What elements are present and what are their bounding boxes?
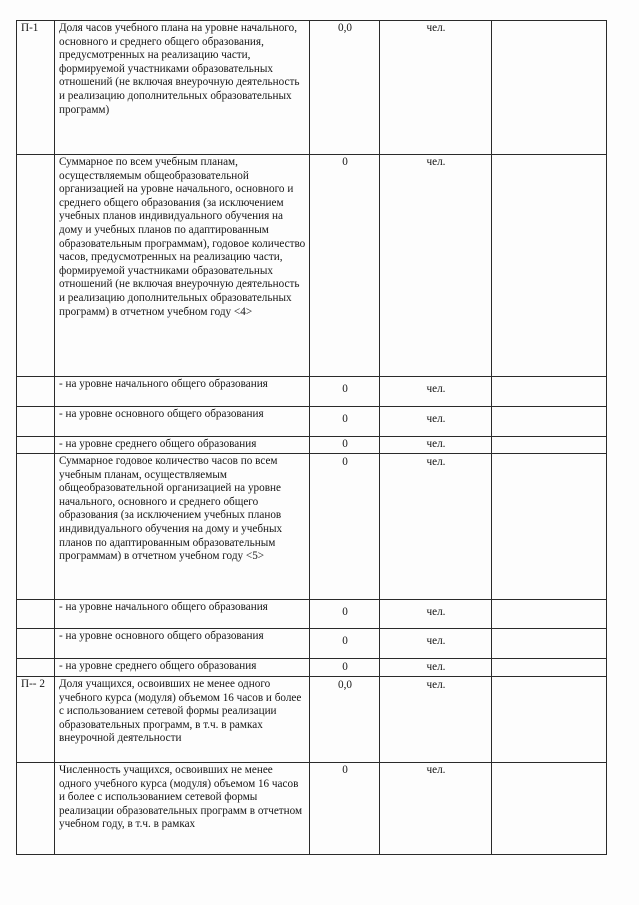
row-note <box>492 677 607 763</box>
row-text: Численность учащихся, освоивших не менее одного учебного курса (модуля) объемом 16 часов и более с использованием сетевой формы реализации образовательных программ в отчетном учебном году, в т.ч. в рамках <box>55 763 310 855</box>
row-value: 0 <box>310 377 380 407</box>
row-unit: чел. <box>380 377 492 407</box>
row-value: 0 <box>310 629 380 659</box>
row-code <box>17 407 55 437</box>
row-text: Суммарное годовое количество часов по всем учебным планам, осуществляемым общеобразовательной организацией на уровне начального, основного и среднего общего образования (за исключением учебных планов индивидуального обучения на дому и учебных планов по адаптированным образовательным программам) в отчетном учебном году <5> <box>55 454 310 600</box>
row-code <box>17 155 55 377</box>
row-code: П-1 <box>17 21 55 155</box>
row-value: 0 <box>310 763 380 855</box>
row-text: Суммарное по всем учебным планам, осуществляемым общеобразовательной организацией на уровне начального, основного и среднего общего образования (за исключением учебных планов индивидуального обучения на дому и учебных планов по адаптированным образовательным программам), годовое количество часов, предусмотренных на реализацию части, формируемой участниками образовательных отношений (не включая внеурочную деятельность и реализацию дополнительных образовательных программ) в отчетном учебном году <4> <box>55 155 310 377</box>
row-unit: чел. <box>380 763 492 855</box>
row-code <box>17 377 55 407</box>
row-note <box>492 659 607 677</box>
row-text: - на уровне начального общего образования <box>55 600 310 629</box>
table-row <box>17 763 607 855</box>
row-value: 0 <box>310 407 380 437</box>
row-unit: чел. <box>380 437 492 454</box>
row-note <box>492 437 607 454</box>
row-note <box>492 763 607 855</box>
row-code: П-- 2 <box>17 677 55 763</box>
row-value: 0 <box>310 454 380 600</box>
row-text: - на уровне начального общего образования <box>55 377 310 407</box>
row-note <box>492 629 607 659</box>
row-value: 0,0 <box>310 21 380 155</box>
row-code <box>17 454 55 600</box>
row-note <box>492 155 607 377</box>
table-row <box>17 377 607 407</box>
table-row <box>17 21 607 155</box>
table-row <box>17 677 607 763</box>
row-value: 0 <box>310 600 380 629</box>
row-value: 0 <box>310 437 380 454</box>
row-code <box>17 600 55 629</box>
row-text: - на уровне основного общего образования <box>55 629 310 659</box>
table-row <box>17 437 607 454</box>
row-note <box>492 407 607 437</box>
row-code <box>17 659 55 677</box>
table-row <box>17 659 607 677</box>
row-unit: чел. <box>380 600 492 629</box>
row-unit: чел. <box>380 407 492 437</box>
table-row <box>17 600 607 629</box>
row-unit: чел. <box>380 659 492 677</box>
table-row <box>17 407 607 437</box>
table-row <box>17 454 607 600</box>
row-text: Доля учащихся, освоивших не менее одного учебного курса (модуля) объемом 16 часов и более с использованием сетевой формы реализации образовательных программ, в т.ч. в рамках внеурочной деятельности <box>55 677 310 763</box>
row-unit: чел. <box>380 155 492 377</box>
row-code <box>17 629 55 659</box>
row-unit: чел. <box>380 454 492 600</box>
row-text: - на уровне основного общего образования <box>55 407 310 437</box>
row-value: 0 <box>310 659 380 677</box>
row-unit: чел. <box>380 677 492 763</box>
row-value: 0,0 <box>310 677 380 763</box>
row-note <box>492 600 607 629</box>
row-text: Доля часов учебного плана на уровне начального, основного и среднего общего образования, предусмотренных на реализацию части, формируемой участниками образовательных отношений (не включая внеурочную деятельность и реализацию дополнительных образовательных программ) <box>55 21 310 155</box>
row-unit: чел. <box>380 21 492 155</box>
row-code <box>17 437 55 454</box>
row-unit: чел. <box>380 629 492 659</box>
indicators-table <box>16 20 607 855</box>
row-value: 0 <box>310 155 380 377</box>
row-code <box>17 763 55 855</box>
row-note <box>492 21 607 155</box>
table-row <box>17 629 607 659</box>
row-text: - на уровне среднего общего образования <box>55 437 310 454</box>
row-note <box>492 454 607 600</box>
row-note <box>492 377 607 407</box>
row-text: - на уровне среднего общего образования <box>55 659 310 677</box>
table-row <box>17 155 607 377</box>
